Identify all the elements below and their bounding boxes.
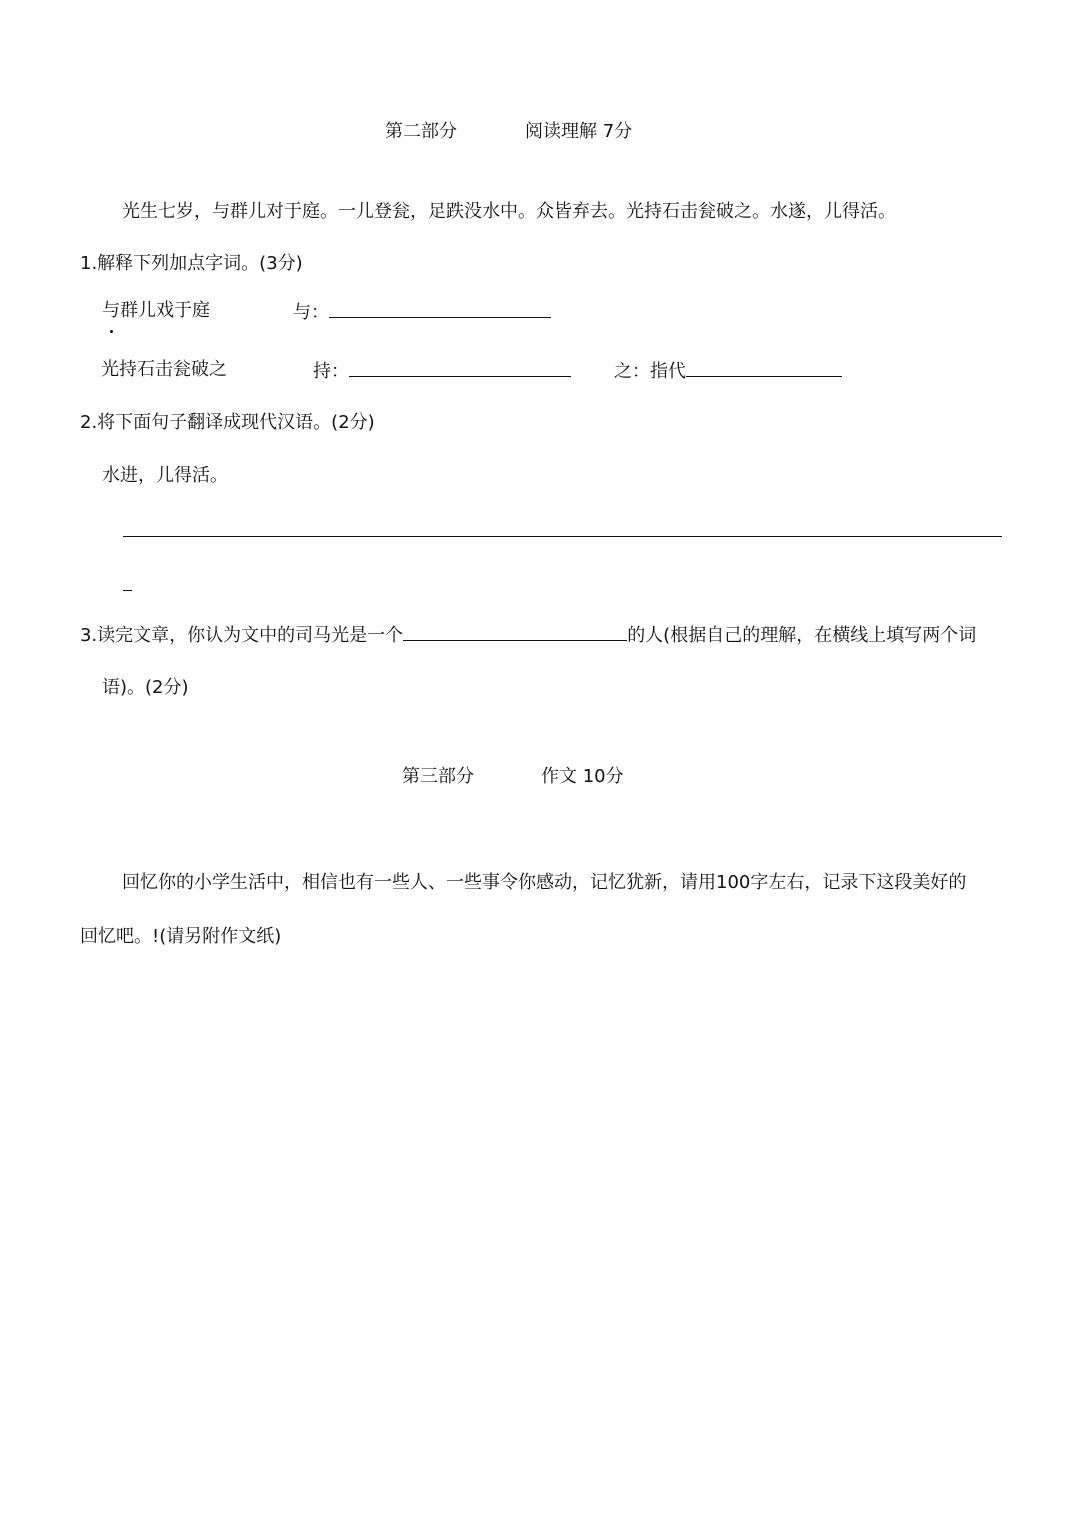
answer-blank[interactable]	[349, 358, 571, 377]
q1-item2-answer-2	[614, 358, 842, 384]
q3-continuation: 语)。(2分)	[102, 677, 189, 698]
q1-item2-phrase: 光持石击瓮破之	[101, 359, 227, 380]
answer-blank[interactable]	[686, 358, 842, 377]
question-3-line	[80, 622, 976, 648]
passage-text: 光生七岁，与群儿对于庭。一儿登瓮，足跌没水中。众皆弃去。光持石击瓮破之。水遂，儿得活。	[122, 201, 896, 222]
answer-blank[interactable]	[403, 622, 627, 641]
answer-blank[interactable]	[329, 299, 551, 318]
question-2-label: 2.将下面句子翻译成现代汉语。(2分)	[80, 412, 375, 433]
q1-item1-phrase	[102, 299, 210, 323]
dotted-character: 与	[102, 300, 120, 321]
q1-item2-answer-1	[313, 358, 571, 384]
composition-prompt-line2: 回忆吧。!(请另附作文纸)	[80, 926, 282, 947]
q1-item1-answer	[293, 299, 551, 325]
q3-text-after: 的人(根据自己的理解，在横线上填写两个词	[627, 625, 977, 646]
q1-item2-prompt-2: 之：指代	[614, 361, 686, 382]
question-1-label: 1.解释下列加点字词。(3分)	[80, 253, 303, 274]
q2-sentence: 水进，儿得活。	[102, 465, 228, 486]
q1-item1-prompt: 与：	[293, 302, 329, 323]
q1-item1-phrase-rest: 群儿戏于庭	[120, 300, 210, 321]
part3-heading-title: 作文 10分	[541, 766, 624, 787]
q3-text-before: 3.读完文章，你认为文中的司马光是一个	[80, 625, 404, 646]
answer-line-end-mark	[123, 590, 132, 591]
q1-item2-prompt-1: 持：	[313, 361, 349, 382]
part2-heading-part: 第二部分	[385, 121, 457, 142]
part2-heading-title: 阅读理解 7分	[525, 121, 633, 142]
part3-heading-part: 第三部分	[402, 766, 474, 787]
composition-prompt-line1: 回忆你的小学生活中，相信也有一些人、一些事令你感动，记忆犹新，请用100字左右，记录下这段美好的	[122, 872, 967, 893]
translation-answer-line[interactable]	[123, 536, 1002, 537]
